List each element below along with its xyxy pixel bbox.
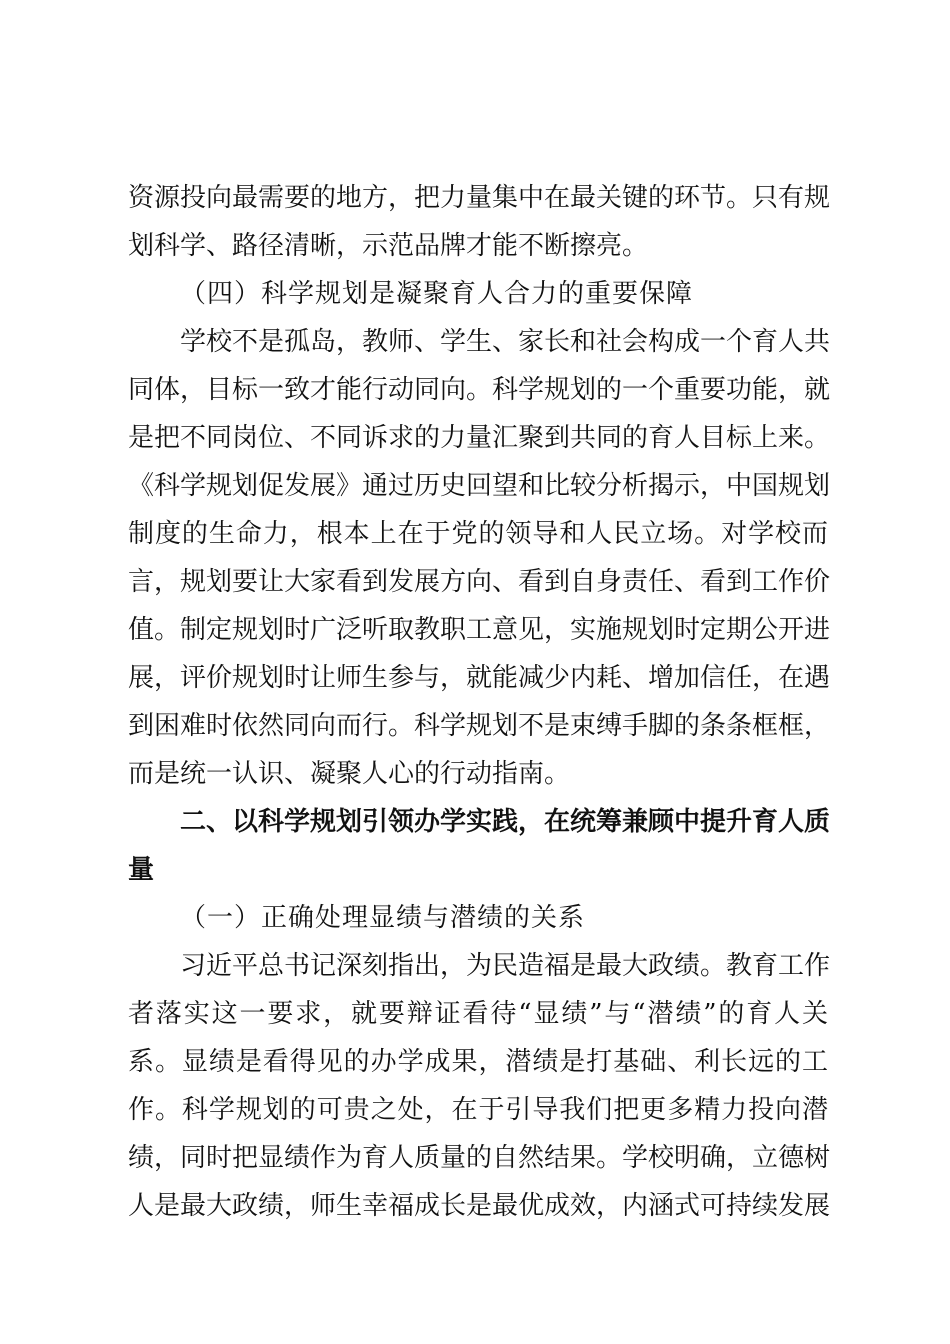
paragraph-line: 系。显绩是看得见的办学成果，潜绩是打基础、利长远的工 [128, 1047, 828, 1077]
paragraph-line: 制度的生命力，根本上在于党的领导和人民立场。对学校而 [128, 519, 828, 549]
paragraph-line: 是把不同岗位、不同诉求的力量汇聚到共同的育人目标上来。 [128, 423, 831, 453]
paragraph-line: 言，规划要让大家看到发展方向、看到自身责任、看到工作价 [128, 567, 831, 597]
paragraph-line: 学校不是孤岛，教师、学生、家长和社会构成一个育人共 [180, 327, 831, 357]
paragraph-line: 划科学、路径清晰，示范品牌才能不断擦亮。 [128, 231, 649, 261]
paragraph-line: 作。科学规划的可贵之处，在于引导我们把更多精力投向潜 [128, 1095, 828, 1125]
paragraph-line: 值。制定规划时广泛听取教职工意见，实施规划时定期公开进 [128, 615, 831, 645]
paragraph-line: 资源投向最需要的地方，把力量集中在最关键的环节。只有规 [128, 183, 831, 213]
paragraph-line: 人是最大政绩，师生幸福成长是最优成效，内涵式可持续发展 [128, 1191, 831, 1221]
section-heading-continuation: 量 [128, 855, 155, 885]
paragraph-line: 绩，同时把显绩作为育人质量的自然结果。学校明确，立德树 [128, 1143, 831, 1173]
section-heading: 二、以科学规划引领办学实践，在统筹兼顾中提升育人质 [180, 807, 831, 837]
paragraph-line: 到困难时依然同向而行。科学规划不是束缚手脚的条条框框， [128, 711, 831, 741]
paragraph-line: 展，评价规划时让师生参与，就能减少内耗、增加信任，在遇 [128, 663, 831, 693]
paragraph-line: 习近平总书记深刻指出，为民造福是最大政绩。教育工作 [180, 951, 831, 981]
paragraph-line: 而是统一认识、凝聚人心的行动指南。 [128, 759, 571, 789]
subsection-heading: （四）科学规划是凝聚育人合力的重要保障 [180, 279, 694, 309]
paragraph-line: 《科学规划促发展》通过历史回望和比较分析揭示，中国规划 [128, 471, 831, 501]
paragraph-line: 者落实这一要求，就要辩证看待“显绩”与“潜绩”的育人关 [128, 999, 828, 1029]
paragraph-line: 同体，目标一致才能行动同向。科学规划的一个重要功能，就 [128, 375, 831, 405]
subsection-heading: （一）正确处理显绩与潜绩的关系 [180, 903, 586, 933]
